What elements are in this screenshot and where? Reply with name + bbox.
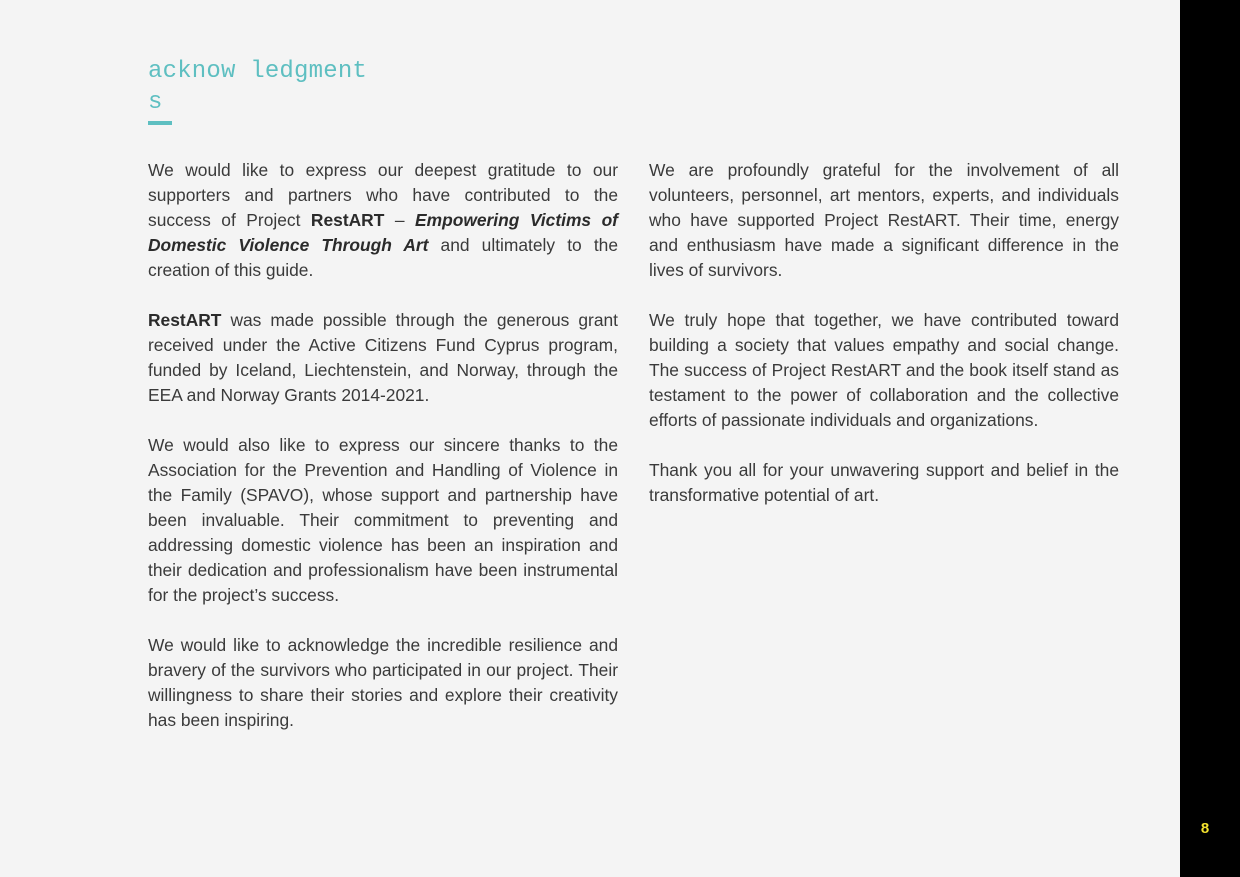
paragraph-text: and ultimately to the creation of this guide. xyxy=(148,235,618,280)
paragraph-text: – xyxy=(384,210,416,230)
page-title xyxy=(148,56,367,118)
paragraph-thanks: Thank you all for your unwavering support and belief in the transformative potential of art. xyxy=(649,460,1119,505)
project-name: RestART xyxy=(148,310,222,330)
page-title-line-2: s xyxy=(148,89,163,116)
paragraph-spavo: We would also like to express our sincere thanks to the Association for the Prevention and Handling of Violence in the Family (SPAVO), whose support and partnership have been invaluable. Their commitment to preventing and addressing domestic violence has been an inspiration and their dedication and professionalism have been instrumental for the project’s success. xyxy=(148,435,618,605)
title-underline-accent xyxy=(148,121,172,125)
paragraph-survivors: We would like to acknowledge the incredible resilience and bravery of the survivors who participated in our project. Their willingness to share their stories and explore their creativity has been inspiring. xyxy=(148,635,618,730)
page-edge-bar xyxy=(1180,0,1240,877)
paragraph-text: was made possible through the generous grant received under the Active Citizens Fund Cyprus program, funded by Iceland, Liechtenstein, and Norway, through the EEA and Norway Grants 2014-2021. xyxy=(148,310,618,405)
paragraph-gratitude xyxy=(148,158,618,283)
project-name: RestART xyxy=(310,210,385,230)
paragraph-text: We would like to express our deepest gratitude to our supporters and partners who have contributed to the success of Project xyxy=(148,160,618,230)
left-column xyxy=(148,158,618,758)
paragraph-funding xyxy=(148,308,618,408)
page-title-line-1: acknow ledgment xyxy=(148,58,368,85)
paragraph-society: We truly hope that together, we have contributed toward building a society that values empathy and social change. The success of Project RestART and the book itself stand as testament to the power of collaboration and the collective efforts of passionate individuals and organizations. xyxy=(649,310,1119,430)
right-column xyxy=(649,158,1119,533)
paragraph-volunteers: We are profoundly grateful for the involvement of all volunteers, personnel, art mentors, experts, and individuals who have supported Project RestART. Their time, energy and enthusiasm have made a significant difference in the lives of survivors. xyxy=(649,160,1119,280)
project-subtitle: Empowering Victims of Domestic Violence Through Art xyxy=(148,210,618,255)
page-number: 8 xyxy=(1200,820,1210,837)
